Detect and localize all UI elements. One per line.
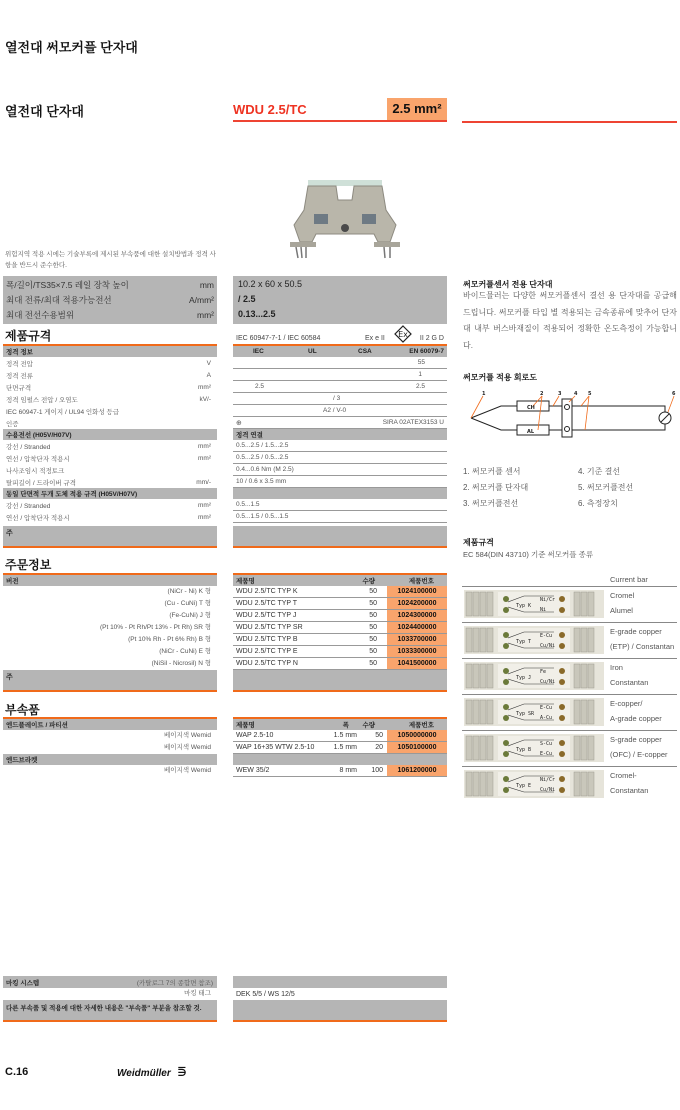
double-row: 강선 / Stranded mm² (6, 501, 211, 510)
accessories-labels (3, 717, 217, 777)
order-row: WDU 2.5/TC TYP B 50 1033700000 (233, 634, 447, 646)
thermocouple-strip-image (464, 698, 604, 726)
double-row: 연선 / 압착단자 적용시 mm² (6, 513, 211, 522)
dimension-label: 최대 전선수용범위 (6, 309, 75, 320)
type-bottom-metal: A-Cu (540, 715, 553, 721)
order-row: WDU 2.5/TC TYP E 50 1033300000 (233, 646, 447, 658)
circuit-title: 써모커플 적용 회로도 (463, 373, 537, 382)
legend-item: 4. 기준 결선 (578, 467, 621, 476)
type-top-metal: Ni/Cr (540, 777, 556, 783)
marking-note-values (233, 1000, 447, 1022)
order-number[interactable]: 1041500000 (387, 658, 447, 669)
intro-title: 써모커플센서 전용 단자대 (463, 280, 553, 289)
rating-value-row: 55 (233, 357, 447, 369)
wire-row: 탈피길이 / 드라이버 규격 mm/- (6, 478, 211, 487)
rating-row: 정격 전압 V (6, 359, 211, 368)
dimensions-labels (3, 276, 217, 324)
terminal-block-image (286, 180, 404, 260)
version-row: (Cu - CuNi) T 형 (164, 600, 211, 607)
type-top-metal: E-Cu (540, 705, 553, 711)
page-number: C.16 (5, 1066, 29, 1078)
order-row: WDU 2.5/TC TYP N 50 1041500000 (233, 658, 447, 670)
al-label: AL (527, 429, 535, 435)
current-bar-label: Current bar (610, 575, 648, 584)
rating-header: 정격 정보 (3, 346, 217, 357)
version-row: (Fe-CuNi) J 형 (169, 612, 211, 619)
marking-value-header (233, 976, 447, 988)
thermocouple-type-row (462, 658, 677, 694)
rating-row: 인증 (6, 420, 19, 428)
metal-label: S-grade copper (610, 735, 662, 744)
version-row: (NiCr - Ni) K 형 (167, 588, 211, 595)
thermocouple-type-row (462, 766, 677, 802)
dimension-row (6, 292, 214, 307)
rating-value-row: / 3 (233, 393, 447, 405)
double-value-header (233, 488, 447, 499)
rating-value-row: A2 / V-0 (233, 405, 447, 417)
metal-label: (OFC) / E-copper (610, 750, 668, 759)
wire-row: 나사조임시 적정토크 (6, 467, 65, 475)
type-bottom-metal: Cu/Ni (540, 787, 556, 793)
marking-header: 마킹 시스템 (카탈로그 7의 종합면 참조) (3, 976, 217, 988)
wire-row: 강선 / Stranded mm² (6, 442, 211, 451)
dimension-row (6, 277, 214, 292)
more-info-note: 다른 부속품 및 적용에 대한 자세한 내용은 "부속품" 부분을 참조할 것. (3, 1000, 217, 1022)
model-name: WDU 2.5/TC (233, 102, 307, 117)
bracket-value-header (233, 754, 447, 765)
marking-values (233, 976, 447, 1022)
accessories-heading: 부속품 (5, 703, 40, 717)
rating-row: 정격 임펄스 전압 / 오염도 kV/- (6, 395, 211, 404)
section-title: 열전대 단자대 (5, 104, 84, 119)
order-number[interactable]: 1061200000 (387, 765, 447, 776)
order-note: 주 (3, 670, 217, 692)
type-top-metal: E-Cu (540, 633, 553, 639)
intro-text: 바이드뮬러는 다양한 써모커플센서 결선 용 단자대를 공급해드립니다. 써모커플 타입 별 적용되는 금속종류에 맞추어 단자대 내부 버스바재질이 적용되어 정확한 온도측정이 가능합니다. (463, 291, 677, 350)
order-columns: 제품명 수량 제품번호 (233, 575, 447, 586)
legend-item: 2. 써모커플 단자대 (463, 483, 529, 492)
sidebar-top-rule (462, 121, 677, 123)
order-number[interactable]: 1024400000 (387, 622, 447, 633)
order-row: WDU 2.5/TC TYP K 50 1024100000 (233, 586, 447, 598)
metal-label: Constantan (610, 786, 649, 795)
dimension-value: 10.2 x 60 x 50.5 (238, 279, 303, 289)
dimension-label: 폭/길이/TS35×7.5 레일 장착 높이 (6, 279, 129, 290)
legend-item: 6. 측정장치 (578, 499, 618, 508)
brand-name: Weidmüller (117, 1068, 171, 1079)
order-note-values (233, 670, 447, 692)
specs-heading: 제품규격 (5, 329, 52, 343)
order-heading: 주문정보 (5, 558, 52, 572)
order-row: WDU 2.5/TC TYP T 50 1024200000 (233, 598, 447, 610)
accessory-row: WAP 16+35 WTW 2.5-10 1.5 mm 20 1050100000 (233, 742, 447, 754)
ex-class: II 2 G D (419, 335, 444, 342)
dimension-unit: mm² (197, 309, 214, 320)
order-number[interactable]: 1024300000 (387, 610, 447, 621)
metal-label: E-grade copper (610, 627, 662, 636)
metal-label: (ETP) / Constantan (610, 642, 675, 651)
type-top-metal: Fe (540, 669, 547, 675)
dimension-label: 최대 전류/최대 적용가능전선 (6, 294, 112, 305)
type-bottom-metal: Cu/Ni (540, 643, 556, 649)
version-row: (Pt 10% Rh - Pt 6% Rh) B 형 (128, 636, 211, 643)
order-number[interactable]: 1024100000 (387, 586, 447, 597)
metal-label: E-copper/ (610, 699, 643, 708)
type-bottom-metal: E-Cu (540, 751, 553, 757)
model-size-badge: 2.5 mm² (387, 98, 447, 120)
order-versions (3, 573, 217, 692)
thermocouple-strip-image (464, 662, 604, 690)
type-bottom-metal: Ni (540, 607, 547, 613)
circuit-number: 2 (540, 391, 544, 397)
dimension-unit: A/mm² (188, 294, 214, 305)
dimension-unit: mm (199, 279, 214, 290)
rating-labels-table (3, 344, 217, 548)
accessory-color: 베이지색 Wemid (163, 732, 211, 739)
connection-row: 0.5...2.5 / 0.5...2.5 (233, 452, 447, 464)
circuit-number: 3 (558, 391, 562, 397)
version-header: 버전 (3, 575, 217, 586)
type-label: Typ E (516, 783, 532, 789)
sidebar-spec-subtitle: EC 584(DIN 43710) 기준 써모커플 종류 (463, 550, 594, 559)
thermocouple-strip-image (464, 590, 604, 618)
dimension-row (6, 307, 214, 322)
wire-header: 수용전선 (H05V/H07V) (3, 429, 217, 440)
dimensions-values (233, 276, 447, 324)
rating-row: IEC 60947-1 게이지 / UL94 인화성 등급 (6, 408, 120, 416)
type-top-metal: S-Cu (540, 741, 553, 747)
metal-label: A-grade copper (610, 714, 662, 723)
thermocouple-strip-image (464, 626, 604, 654)
rating-row: 정격 전류 A (6, 371, 211, 380)
double-value-row: 0.5...1.5 / 0.5...1.5 (233, 511, 447, 523)
ex-atex-icon (393, 325, 413, 343)
wire-row: 연선 / 압착단자 적용시 mm² (6, 454, 211, 463)
rating-value-row: 1 (233, 369, 447, 381)
type-label: Typ K (516, 603, 532, 609)
metal-label: Alumel (610, 606, 633, 615)
double-conductor-header: 동일 단면적 두개 도체 적용 규격 (H05V/H07V) (3, 488, 217, 499)
connection-row: 0.5...2.5 / 1.5...2.5 (233, 440, 447, 452)
brand-logo (117, 1068, 186, 1079)
rating-value-row: ⊕ SIRA 02ATEX3153 U (233, 417, 447, 429)
marking-tag-label: 마킹 태그 (184, 990, 211, 997)
circuit-number: 5 (588, 391, 592, 397)
accessories-table (233, 717, 447, 777)
accessory-columns: 제품명 폭 수량 제품번호 (233, 719, 447, 730)
ch-label: CH (527, 405, 535, 411)
circuit-number: 4 (574, 391, 578, 397)
rating-row: 단면규격 mm² (6, 383, 211, 392)
dimension-value: 0.13...2.5 (238, 309, 276, 319)
specs-note-values (233, 526, 447, 548)
type-top-metal: Ni/Cr (540, 597, 556, 603)
dimension-value: / 2.5 (238, 294, 256, 304)
accessory-color: 베이지색 Wemid (163, 767, 211, 774)
order-row: WDU 2.5/TC TYP SR 50 1024400000 (233, 622, 447, 634)
version-row: (Pt 10% - Pt Rh/Pt 13% - Pt Rh) SR 형 (99, 624, 211, 631)
type-label: Typ B (516, 747, 532, 753)
order-number[interactable]: 1033300000 (387, 646, 447, 657)
connection-row: 0.4...0.6 Nm (M 2.5) (233, 464, 447, 476)
order-number[interactable]: 1050100000 (387, 742, 447, 753)
standards-columns: IEC UL CSA EN 60079-7 (233, 346, 447, 357)
metal-label: Cromel (610, 591, 635, 600)
circuit-number: 6 (672, 391, 676, 397)
sidebar-spec-title: 제품규격 (463, 538, 494, 547)
order-number[interactable]: 1033700000 (387, 634, 447, 645)
accessory-row: WEW 35/2 8 mm 100 1061200000 (233, 765, 447, 777)
specs-note: 주 (3, 526, 217, 548)
metal-label: Constantan (610, 678, 649, 687)
marking-labels (3, 976, 217, 1022)
connection-row: 10 / 0.6 x 3.5 mm (233, 476, 447, 488)
accessory-color: 베이지색 Wemid (163, 744, 211, 751)
legend-item: 5. 써모커플전선 (578, 483, 634, 492)
thermocouple-type-row (462, 586, 677, 622)
version-row: (NiSil - Nicrosil) N 형 (151, 660, 211, 667)
thermocouple-type-row (462, 694, 677, 730)
circuit-number: 1 (482, 391, 486, 397)
type-label: Typ T (516, 639, 532, 645)
double-value-row: 0.5...1.5 (233, 499, 447, 511)
order-row: WDU 2.5/TC TYP J 50 1024300000 (233, 610, 447, 622)
metal-label: Cromel- (610, 771, 637, 780)
bracket-header: 엔드브라켓 (3, 754, 217, 765)
certification-icon: ⊕ (236, 419, 242, 427)
thermocouple-type-row (462, 622, 677, 658)
connection-header: 정격 연결 (233, 429, 447, 440)
legend-item: 3. 써모커플전선 (463, 499, 519, 508)
brand-mark-icon: ⋽ (177, 1068, 187, 1079)
order-table (233, 573, 447, 692)
thermocouple-strip-image (464, 770, 604, 798)
version-row: (NiCr - CuNi) E 형 (159, 648, 211, 655)
circuit-diagram (463, 390, 678, 450)
legend-item: 1. 써모커플 센서 (463, 467, 521, 476)
accessory-row: WAP 2.5-10 1.5 mm 50 1050000000 (233, 730, 447, 742)
page-title: 열전대 써모커플 단자대 (5, 40, 138, 55)
rating-values-table (233, 344, 447, 548)
metal-label: Iron (610, 663, 623, 672)
marking-tag-row: DEK 5/5 / WS 12/5 (236, 990, 295, 998)
model-header (233, 98, 447, 122)
order-number[interactable]: 1050000000 (387, 730, 447, 741)
order-number[interactable]: 1024200000 (387, 598, 447, 609)
svg-text:Ex: Ex (398, 330, 408, 339)
endplate-header: 엔드플레이트 / 파티션 (3, 719, 217, 730)
thermocouple-strip-image (464, 734, 604, 762)
type-bottom-metal: Cu/Ni (540, 679, 556, 685)
hazard-warning-text: 위험지역 적용 시에는 기술부록에 제시된 부속품에 대한 설치방법과 정격 사항을 반드시 준수한다. (5, 251, 216, 269)
rating-value-row: 2.5 2.5 (233, 381, 447, 393)
type-label: Typ SR (516, 711, 535, 717)
type-label: Typ J (516, 675, 532, 681)
thermocouple-type-row (462, 730, 677, 766)
standard-text: IEC 60947-7-1 / IEC 60584 (236, 335, 321, 342)
ex-text: Ex e II (365, 335, 385, 342)
